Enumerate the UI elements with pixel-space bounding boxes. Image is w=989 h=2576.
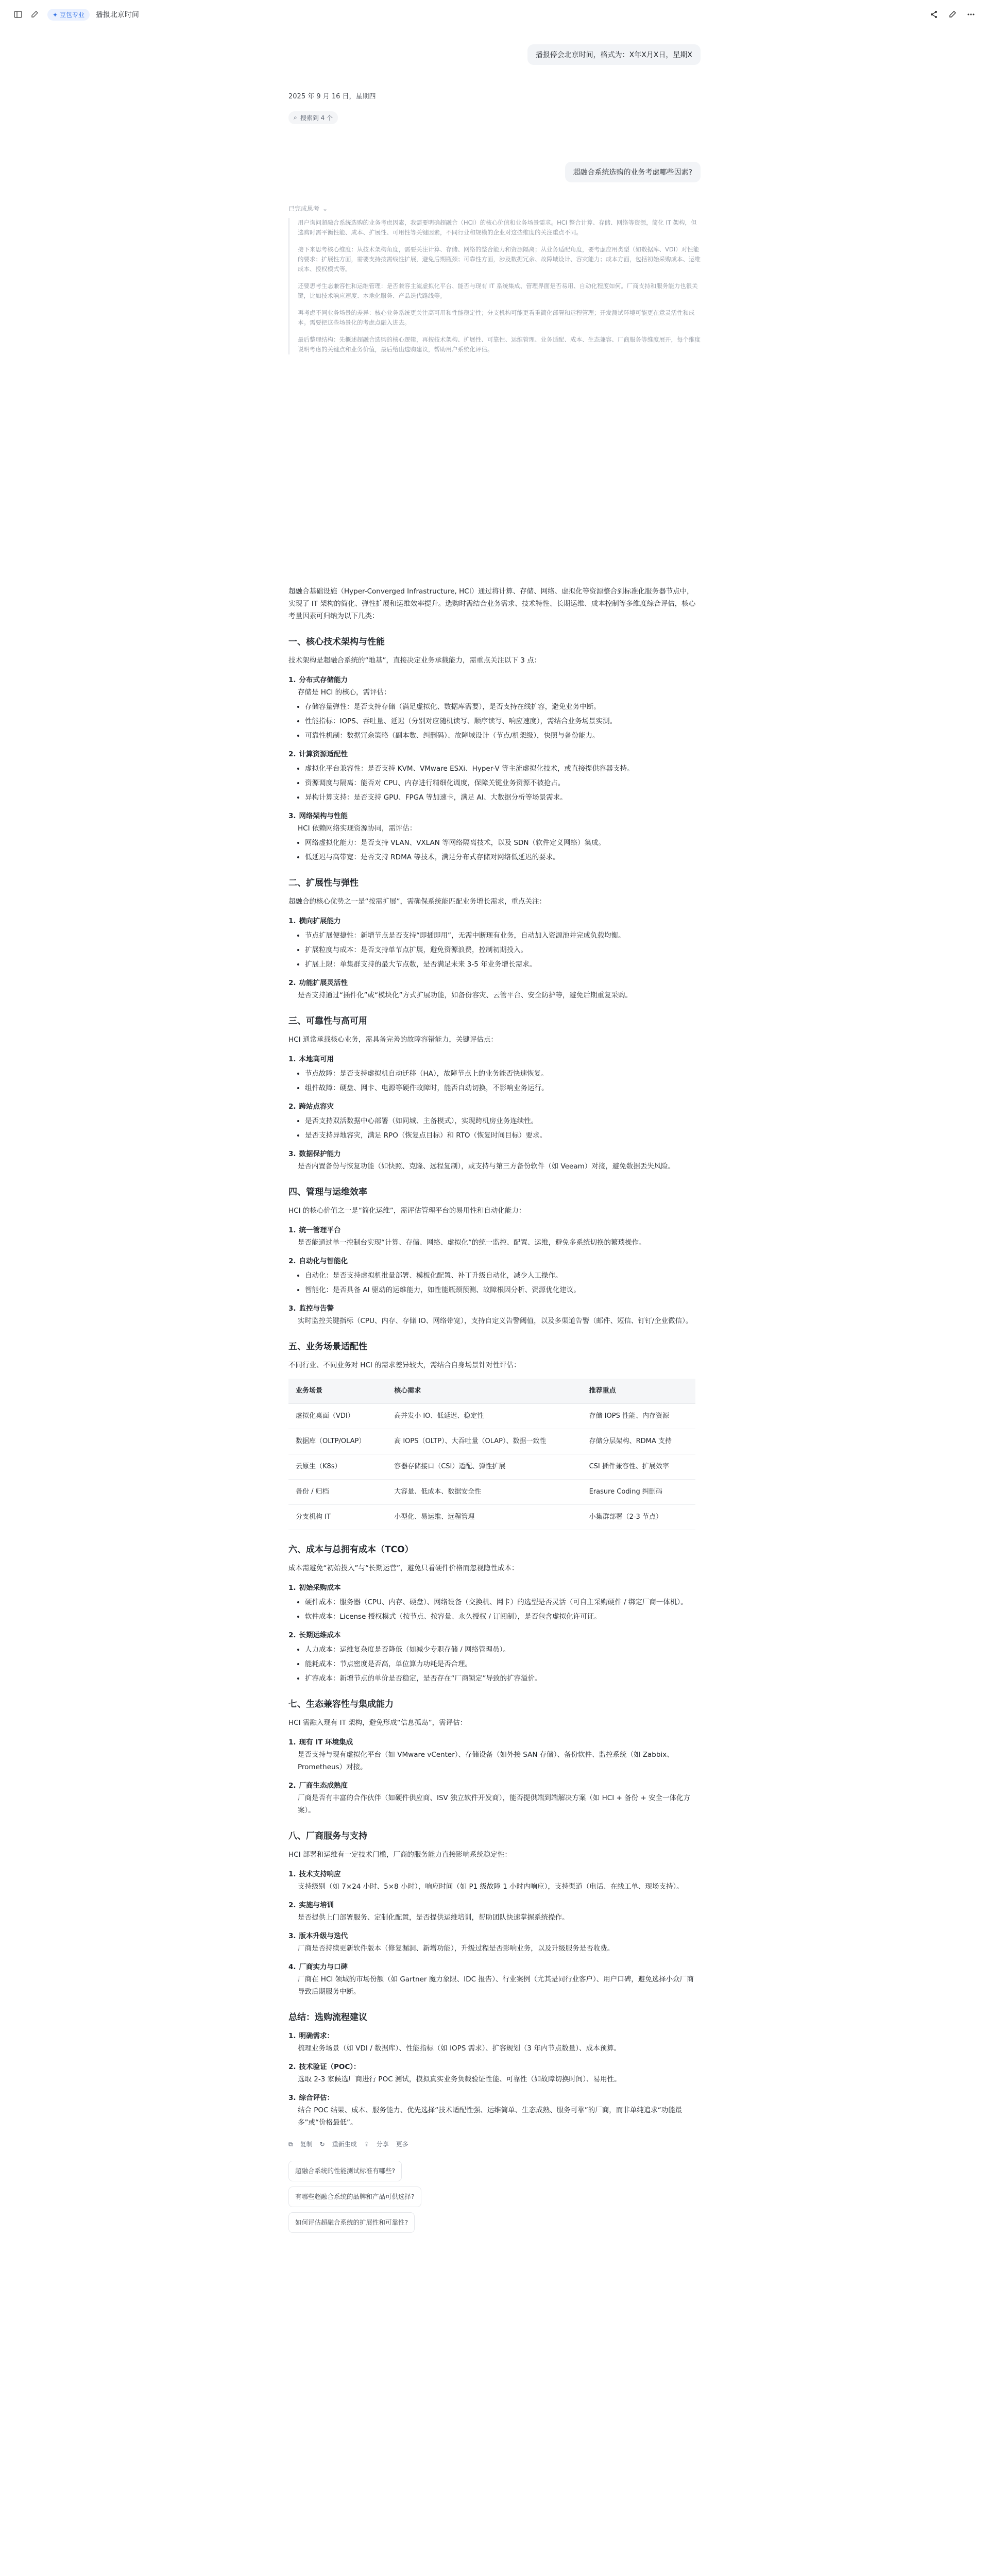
regenerate-label[interactable]: 重新生成	[332, 2141, 357, 2148]
bullet-list	[298, 929, 701, 971]
list-item-description: 是否提供上门部署服务、定制化配置，是否提供运维培训，帮助团队快速掌握系统操作。	[298, 1913, 569, 1922]
list-item	[288, 1224, 701, 1249]
list-item-title	[288, 1100, 701, 1113]
list-item-title-text: 网络架构与性能	[299, 812, 348, 820]
list-item-title	[288, 2092, 701, 2104]
list-item	[288, 748, 701, 804]
list-item-title	[288, 1224, 701, 1236]
bullet-item: • 硬件成本：服务器（CPU、内存、硬盘）、网络设备（交换机、网卡）的选型是否灵活（可自主采购硬件 / 绑定厂商一体机）。	[305, 1596, 701, 1608]
list-item-title	[288, 674, 701, 686]
copy-icon[interactable]: ⧉	[288, 2141, 293, 2148]
thinking-label: 已完成思考	[288, 205, 320, 212]
table-cell: 数据库（OLTP/OLAP）	[288, 1429, 387, 1454]
answer-intro: 超融合基础设施（Hyper-Converged Infrastructure, HCI）通过将计算、存储、网络、虚拟化等资源整合到标准化服务器节点中，实现了 IT 架构的简化、弹性扩展和运维效率提升。选购时需结合业务需求、技术特性、长期运维、成本控制等多维度综合评估，核心考量因素可归纳为以下几类：	[288, 587, 696, 620]
list-item	[288, 915, 701, 971]
list-item	[288, 1629, 701, 1685]
list-item-description: 存储是 HCI 的核心，需评估：	[298, 688, 391, 697]
section-lead: HCI 需融入现有 IT 架构，避免形成“信息孤岛”，需评估：	[288, 1719, 467, 1727]
table-cell: 存储分层架构、RDMA 支持	[582, 1429, 695, 1454]
list-item	[288, 977, 701, 1002]
more-label[interactable]: 更多	[396, 2141, 408, 2148]
list-item-description: 厂商是否持续更新软件版本（修复漏洞、新增功能），升级过程是否影响业务，以及升级服务是否收费。	[298, 1944, 615, 1953]
list-number: 4.	[288, 1963, 296, 1971]
section-heading: 八、厂商服务与支持	[288, 1831, 367, 1841]
list-number: 3.	[288, 2094, 296, 2102]
list-item	[288, 2061, 701, 2086]
share-icon[interactable]: ⇪	[364, 2141, 369, 2148]
list-item-description: 是否支持通过“插件化”或“模块化”方式扩展功能，如备份容灾、云管平台、安全防护等，避免后期重复采购。	[298, 991, 632, 999]
bullet-list	[298, 1269, 701, 1296]
section-heading: 七、生态兼容性与集成能力	[288, 1699, 394, 1709]
message-actions	[288, 2138, 701, 2150]
list-item-title-text: 监控与告警	[299, 1304, 334, 1313]
bullet-item: • 虚拟化平台兼容性：是否支持 KVM、VMware ESXi、Hyper-V 等主流虚拟化技术，或直接提供容器支持。	[305, 762, 701, 775]
table-row	[288, 1429, 695, 1454]
bullet-item: • 异构计算支持：是否支持 GPU、FPGA 等加速卡，满足 AI、大数据分析等场景需求。	[305, 791, 701, 804]
section-heading: 五、业务场景适配性	[288, 1342, 367, 1352]
bullet-list	[298, 837, 701, 863]
list-item-title	[288, 1868, 701, 1880]
bullet-item: • 是否支持异地容灾，满足 RPO（恢复点目标）和 RTO（恢复时间目标）要求。	[305, 1129, 701, 1142]
table-row	[288, 1480, 695, 1505]
bullet-item: • 扩容成本：新增节点的单价是否稳定，是否存在“厂商锁定”导致的扩容溢价。	[305, 1672, 701, 1685]
bullet-item: • 是否支持双活数据中心部署（如同城、主备模式），实现跨机房业务连续性。	[305, 1115, 701, 1127]
list-item-title	[288, 1736, 701, 1749]
list-number: 3.	[288, 1150, 296, 1158]
list-number: 1.	[288, 1226, 296, 1234]
bullet-item: • 组件故障：硬盘、网卡、电源等硬件故障时，能否自动切换，不影响业务运行。	[305, 1082, 701, 1094]
bullet-item: • 性能指标：IOPS、吞吐量、延迟（分别对应随机读写、顺序读写、响应速度），需结合业务场景实测。	[305, 715, 701, 727]
bullet-item: • 节点故障：是否支持虚拟机自动迁移（HA），故障节点上的业务能否快速恢复。	[305, 1067, 701, 1080]
bullet-item: • 智能化：是否具备 AI 驱动的运维能力，如性能瓶颈预测、故障根因分析、资源优化建议。	[305, 1284, 701, 1296]
list-number: 2.	[288, 1103, 296, 1111]
section-lead: 超融合的核心优势之一是“按需扩展”，需确保系统能匹配业务增长需求，重点关注：	[288, 897, 546, 906]
thinking-header[interactable]	[288, 204, 701, 213]
list-item	[288, 1780, 701, 1817]
list-item-title-text: 综合评估：	[299, 2094, 334, 2102]
answer-sections	[288, 1544, 701, 2129]
list-number: 2.	[288, 1257, 296, 1265]
bullet-item: • 自动化：是否支持虚拟机批量部署、模板化配置、补丁升级自动化，减少人工操作。	[305, 1269, 701, 1282]
bullet-item: • 扩展上限：单集群支持的最大节点数，是否满足未来 3-5 年业务增长需求。	[305, 958, 701, 971]
bullet-item: • 资源调度与隔离：能否对 CPU、内存进行精细化调度，保障关键业务资源不被抢占。	[305, 777, 701, 789]
list-item-title-text: 计算资源适配性	[299, 750, 348, 758]
search-sources-chip[interactable]	[288, 111, 338, 124]
bullet-list	[298, 1067, 701, 1094]
new-chat-icon[interactable]	[29, 9, 40, 20]
list-item-title	[288, 2061, 701, 2073]
list-item-description: 梳理业务场景（如 VDI / 数据库）、性能指标（如 IOPS 需求）、扩容规划（3 年内节点数量）、成本预算。	[298, 2044, 621, 2053]
section-heading: 六、成本与总拥有成本（TCO）	[288, 1545, 414, 1555]
list-item-description: 支持级别（如 7×24 小时、5×8 小时），响应时间（如 P1 级故障 1 小时内响应），支持渠道（电话、在线工单、现场支持）。	[298, 1883, 684, 1891]
table-cell: 云原生（K8s）	[288, 1454, 387, 1480]
sidebar-toggle-icon[interactable]	[12, 9, 24, 20]
bullet-item: • 能耗成本：节点密度是否高，单位算力功耗是否合理。	[305, 1658, 701, 1670]
list-item-title	[288, 1053, 701, 1065]
top-actions	[928, 9, 977, 20]
list-number: 1.	[288, 1738, 296, 1747]
list-item-title	[288, 1961, 701, 1973]
thinking-content	[288, 218, 701, 354]
section-heading: 二、扩展性与弹性	[288, 878, 359, 888]
list-item	[288, 1582, 701, 1623]
list-item-description: 厂商是否有丰富的合作伙伴（如硬件供应商、ISV 独立软件开发商），能否提供端到端解决方案（如 HCI + 备份 + 安全一体化方案）。	[298, 1794, 690, 1815]
chat-title[interactable]: 播报北京时间	[95, 11, 139, 19]
table-header-cell: 业务场景	[288, 1379, 387, 1404]
list-item-title	[288, 915, 701, 927]
bullet-list	[298, 701, 701, 742]
list-item	[288, 810, 701, 863]
list-item-title	[288, 1302, 701, 1315]
list-item-title	[288, 810, 701, 822]
edit-icon[interactable]	[947, 9, 958, 20]
list-item-title	[288, 1255, 701, 1267]
table-cell: 容器存储接口（CSI）适配、弹性扩展	[387, 1454, 582, 1480]
list-item-title-text: 长期运维成本	[299, 1631, 341, 1639]
list-item-title-text: 横向扩展能力	[299, 917, 341, 925]
more-icon[interactable]	[965, 9, 977, 20]
list-item-title-text: 跨站点容灾	[299, 1103, 334, 1111]
list-item-title-text: 实施与培训	[299, 1901, 334, 1909]
table-cell: 小集群部署（2-3 节点）	[582, 1505, 695, 1530]
list-item-title-text: 本地高可用	[299, 1055, 334, 1063]
list-item-title	[288, 1930, 701, 1942]
bullet-item: • 扩展粒度与成本：是否支持单节点扩展，避免资源浪费，控制初期投入。	[305, 944, 701, 956]
list-item-title-text: 统一管理平台	[299, 1226, 341, 1234]
section-heading: 三、可靠性与高可用	[288, 1016, 367, 1026]
list-number: 1.	[288, 2032, 296, 2040]
search-sources-label: 搜索到 4 个	[300, 114, 333, 122]
list-item	[288, 1053, 701, 1094]
list-item-description: 厂商在 HCI 领域的市场份额（如 Gartner 魔力象限、IDC 报告）、行业案例（尤其是同行业客户）、用户口碑，避免选择小众厂商导致后期服务中断。	[298, 1975, 694, 1996]
section-lead: HCI 通常承载核心业务，需具备完善的故障容错能力，关键评估点：	[288, 1036, 498, 1044]
list-number: 3.	[288, 1304, 296, 1313]
bullet-item: • 节点扩展便捷性：新增节点是否支持“即插即用”，无需中断现有业务，自动加入资源池并完成负载均衡。	[305, 929, 701, 942]
bullet-item: • 人力成本：运维复杂度是否降低（如减少专职存储 / 网络管理员）。	[305, 1643, 701, 1656]
table-header-row	[288, 1379, 695, 1404]
suggestion-chip[interactable]: 如何评估超融合系统的扩展性和可靠性?	[288, 2212, 415, 2233]
search-icon: ⌕	[294, 114, 297, 121]
list-item	[288, 1302, 701, 1327]
regenerate-icon[interactable]: ↻	[319, 2141, 325, 2148]
list-item-description: HCI 依赖网络实现资源协同，需评估：	[298, 824, 417, 833]
list-item-description: 实时监控关键指标（CPU、内存、存储 IO、网络带宽），支持自定义告警阈值，以及多渠道告警（邮件、短信、钉钉/企业微信）。	[298, 1317, 693, 1325]
list-item	[288, 1100, 701, 1142]
thinking-block	[288, 204, 701, 362]
answer-sections	[288, 636, 701, 1371]
section-heading: 一、核心技术架构与性能	[288, 637, 385, 647]
list-number: 2.	[288, 750, 296, 758]
list-number: 3.	[288, 1932, 296, 1940]
list-item	[288, 1255, 701, 1296]
table-cell: 存储 IOPS 性能、内存资源	[582, 1404, 695, 1429]
list-item-title	[288, 1899, 701, 1911]
table-header-cell: 核心需求	[387, 1379, 582, 1404]
share-icon[interactable]	[928, 9, 940, 20]
list-number: 3.	[288, 812, 296, 820]
table-cell: 小型化、易运维、远程管理	[387, 1505, 582, 1530]
thinking-paragraph: 用户询问超融合系统选购的业务考虑因素，我需要明确超融合（HCI）的核心价值和业务场景需求。HCI 整合计算、存储、网络等资源，简化 IT 架构，但选购时需平衡性能、成本、扩展性、可用性等关键因素，不同行业和规模的企业对这些维度的关注重点不同。	[298, 219, 697, 236]
section-lead: HCI 部署和运维有一定技术门槛，厂商的服务能力直接影响系统稳定性：	[288, 1851, 511, 1859]
list-item	[288, 2092, 701, 2129]
section-heading: 四、管理与运维效率	[288, 1187, 367, 1197]
list-number: 1.	[288, 1870, 296, 1878]
list-item-title	[288, 1629, 701, 1641]
table-cell: Erasure Coding 纠删码	[582, 1480, 695, 1505]
suggestion-chip[interactable]: 有哪些超融合系统的品牌和产品可供选择?	[288, 2187, 421, 2207]
user-message: 超融合系统选购的业务考虑哪些因素?	[565, 162, 701, 182]
list-item	[288, 1930, 701, 1955]
list-item-title	[288, 977, 701, 989]
list-item-title-text: 技术验证（POC）：	[299, 2063, 361, 2071]
list-item	[288, 1868, 701, 1893]
list-number: 1.	[288, 917, 296, 925]
list-item-title-text: 初始采购成本	[299, 1584, 341, 1592]
list-number: 1.	[288, 676, 296, 684]
bullet-item: • 软件成本：License 授权模式（按节点、按容量、永久授权 / 订阅制），是否包含虚拟化许可证。	[305, 1611, 701, 1623]
list-item	[288, 1899, 701, 1924]
list-item-title-text: 明确需求：	[299, 2032, 334, 2040]
section-lead: HCI 的核心价值之一是“简化运维”，需评估管理平台的易用性和自动化能力：	[288, 1207, 526, 1215]
table-row	[288, 1404, 695, 1429]
table-row	[288, 1454, 695, 1480]
section-lead: 成本需避免“初始投入”与“长期运营”，避免只看硬件价格而忽视隐性成本：	[288, 1564, 519, 1572]
list-item-description: 选取 2-3 家候选厂商进行 POC 测试，模拟真实业务负载验证性能、可靠性（如故障切换时间）、易用性。	[298, 2075, 621, 2083]
suggestion-chip[interactable]: 超融合系统的性能测试标准有哪些?	[288, 2161, 402, 2181]
list-item-title	[288, 1148, 701, 1160]
share-label[interactable]: 分享	[376, 2141, 389, 2148]
list-number: 2.	[288, 1901, 296, 1909]
bullet-list	[298, 1596, 701, 1623]
bullet-list	[298, 1643, 701, 1685]
list-item-title-text: 版本升级与迭代	[299, 1932, 348, 1940]
copy-label[interactable]: 复制	[300, 2141, 313, 2148]
list-number: 2.	[288, 2063, 296, 2071]
chevron-down-icon: ⌄	[322, 205, 328, 212]
list-item-description: 是否支持与现有虚拟化平台（如 VMware vCenter）、存储设备（如外接 SAN 存储）、备份软件、监控系统（如 Zabbix、Prometheus）对接。	[298, 1751, 674, 1771]
assistant-answer: 2025 年 9 月 16 日，星期四	[288, 93, 376, 100]
table-cell: 分支机构 IT	[288, 1505, 387, 1530]
bullet-item: • 低延迟与高带宽：是否支持 RDMA 等技术，满足分布式存储对网络低延迟的要求。	[305, 851, 701, 863]
list-item-title-text: 自动化与智能化	[299, 1257, 348, 1265]
user-message: 播报停会北京时间，格式为：X年X月X日，星期X	[527, 44, 701, 65]
list-item-title-text: 厂商生态成熟度	[299, 1782, 348, 1790]
list-item-title-text: 现有 IT 环境集成	[299, 1738, 353, 1747]
table-cell: 备份 / 归档	[288, 1480, 387, 1505]
list-item-description: 结合 POC 结果、成本、服务能力、优先选择“技术适配性强、运维简单、生态成熟、服务可靠”的厂商，而非单纯追求“功能最多”或“价格最低”。	[298, 2106, 683, 2127]
list-item-title	[288, 1582, 701, 1594]
list-number: 2.	[288, 979, 296, 987]
section-lead: 技术架构是超融合系统的“地基”，直接决定业务承载能力，需重点关注以下 3 点：	[288, 656, 541, 665]
list-item-title-text: 分布式存储能力	[299, 676, 348, 684]
list-item	[288, 2030, 701, 2055]
table-cell: CSI 插件兼容性、扩展效率	[582, 1454, 695, 1480]
table-row	[288, 1505, 695, 1530]
section-heading: 总结：选购流程建议	[288, 2012, 367, 2023]
thinking-paragraph: 接下来思考核心维度：从技术架构角度，需要关注计算、存储、网络的整合能力和资源隔离；从业务适配角度，要考虑应用类型（如数据库、VDI）对性能的要求；扩展性方面，需要支持按需线性扩展，避免后期瓶颈；可靠性方面，涉及数据冗余、故障域设计、容灾能力；成本方面，包括初始采购成本、运维成本、授权模式等。	[298, 246, 701, 273]
list-item-description: 是否能通过单一控制台实现“计算、存储、网络、虚拟化”的统一监控、配置、运维，避免多系统切换的繁琐操作。	[298, 1239, 646, 1247]
list-number: 1.	[288, 1055, 296, 1063]
section-lead: 不同行业、不同业务对 HCI 的需求差异较大，需结合自身场景针对性评估：	[288, 1361, 521, 1369]
thinking-paragraph: 还要思考生态兼容性和运维管理：是否兼容主流虚拟化平台、能否与现有 IT 系统集成、管理界面是否易用、自动化程度如何。厂商支持和服务能力也很关键，比如技术响应速度、本地化服务、产品迭代路线等。	[298, 282, 698, 299]
list-item-title-text: 厂商实力与口碑	[299, 1963, 348, 1971]
list-item-title	[288, 1780, 701, 1792]
list-item-title-text: 技术支持响应	[299, 1870, 341, 1878]
bullet-item: • 可靠性机制：数据冗余策略（副本数、纠删码）、故障域设计（节点/机架级），快照与备份能力。	[305, 730, 701, 742]
list-item-title	[288, 2030, 701, 2042]
list-item	[288, 1736, 701, 1773]
top-bar	[0, 0, 989, 29]
assistant-answer-body	[288, 585, 701, 2238]
list-number: 1.	[288, 1584, 296, 1592]
list-item	[288, 1961, 701, 1998]
list-item-title	[288, 748, 701, 760]
bullet-list	[298, 1115, 701, 1142]
table-cell: 虚拟化桌面（VDI）	[288, 1404, 387, 1429]
list-item-description: 是否内置备份与恢复功能（如快照、克隆、远程复制），或支持与第三方备份软件（如 Veeam）对接，避免数据丢失风险。	[298, 1162, 675, 1171]
list-number: 2.	[288, 1631, 296, 1639]
bullet-item: • 存储容量弹性：是否支持存储（满足虚拟化、数据库需要），是否支持在线扩容，避免业务中断。	[305, 701, 701, 713]
bullet-list	[298, 762, 701, 804]
thinking-paragraph: 再考虑不同业务场景的差异：核心业务系统更关注高可用和性能稳定性；分支机构可能更看重简化部署和远程管理；开发测试环境可能更在意灵活性和成本。需要把这些场景化的考虑点融入进去。	[298, 309, 695, 326]
thinking-paragraph: 最后整理结构：先概述超融合选购的核心逻辑，再按技术架构、扩展性、可靠性、运维管理、业务适配、成本、生态兼容、厂商服务等维度展开，每个维度说明考虑的关键点和业务价值，最后给出选购建议，帮助用户系统化评估。	[298, 336, 701, 353]
scenario-table	[288, 1379, 695, 1530]
list-item	[288, 674, 701, 742]
list-item-title-text: 功能扩展灵活性	[299, 979, 348, 987]
table-cell: 高并发小 IO、低延迟、稳定性	[387, 1404, 582, 1429]
table-cell: 大容量、低成本、数据安全性	[387, 1480, 582, 1505]
list-number: 2.	[288, 1782, 296, 1790]
model-badge[interactable]: ✦ 豆包专业	[47, 9, 90, 21]
table-header-cell: 推荐重点	[582, 1379, 695, 1404]
table-cell: 高 IOPS（OLTP）、大吞吐量（OLAP）、数据一致性	[387, 1429, 582, 1454]
list-item-title-text: 数据保护能力	[299, 1150, 341, 1158]
list-item	[288, 1148, 701, 1173]
bullet-item: • 网络虚拟化能力：是否支持 VLAN、VXLAN 等网络隔离技术，以及 SDN（软件定义网络）集成。	[305, 837, 701, 849]
